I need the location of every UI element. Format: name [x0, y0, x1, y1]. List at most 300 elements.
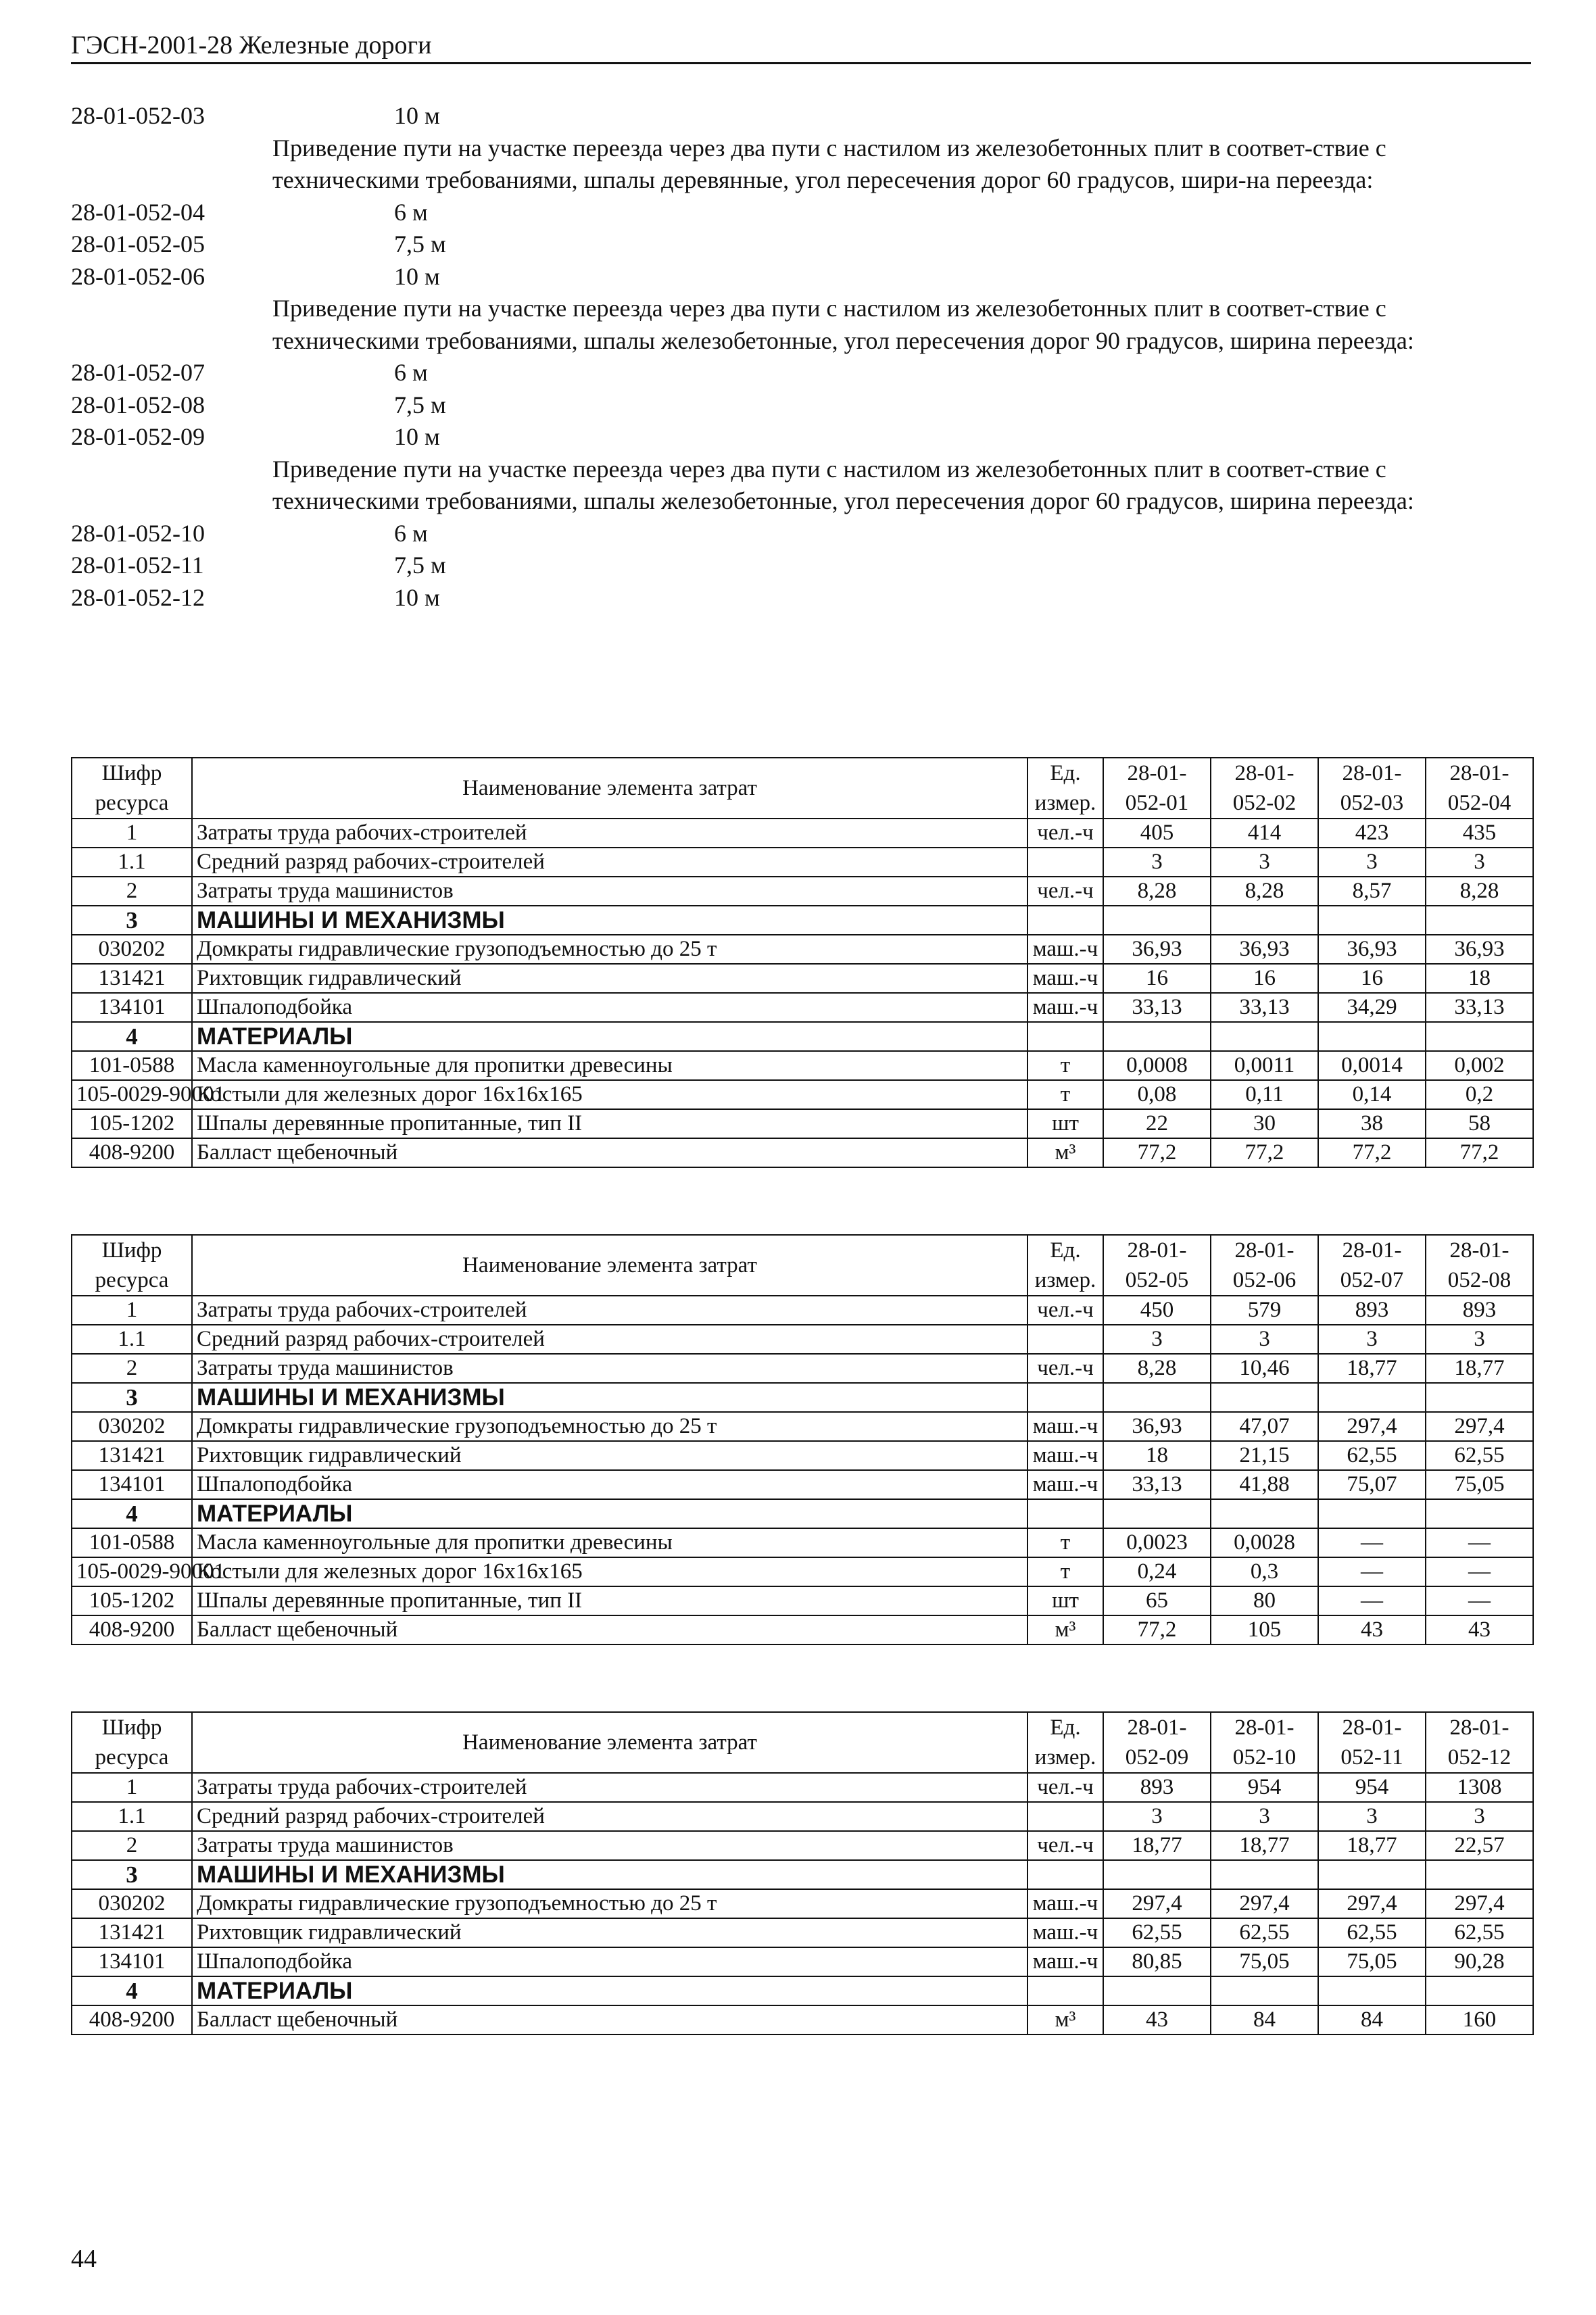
- resource-value: [1426, 1383, 1533, 1412]
- resource-value: 3: [1103, 1325, 1211, 1354]
- resource-code: 105-0029-90001: [72, 1080, 192, 1109]
- resource-value: 43: [1426, 1615, 1533, 1644]
- resource-name: Масла каменноугольные для пропитки древесины: [192, 1051, 1027, 1080]
- table-section-row: [72, 1499, 1533, 1528]
- resource-name: Затраты труда рабочих-строителей: [192, 1773, 1027, 1802]
- resource-value: 893: [1426, 1296, 1533, 1325]
- resource-value: [1318, 1022, 1426, 1051]
- entry-code: 28-01-052-12: [71, 583, 205, 611]
- resource-name: Затраты труда рабочих-строителей: [192, 1296, 1027, 1325]
- resource-value: [1211, 1976, 1318, 2005]
- resource-value: [1426, 1022, 1533, 1051]
- resource-value: [1426, 1499, 1533, 1528]
- resource-code: 105-1202: [72, 1109, 192, 1138]
- header-norm-code: 28-01-052-08: [1426, 1235, 1533, 1296]
- resource-table-2: [71, 1234, 1534, 1645]
- resource-unit: м³: [1027, 1615, 1103, 1644]
- resource-value: [1211, 1860, 1318, 1889]
- resource-unit: маш.-ч: [1027, 1889, 1103, 1918]
- resource-value: 3: [1103, 848, 1211, 877]
- table-section-row: [72, 1976, 1533, 2005]
- resource-code: 1: [72, 1296, 192, 1325]
- resource-unit: чел.-ч: [1027, 819, 1103, 848]
- resource-value: 0,11: [1211, 1080, 1318, 1109]
- table-row: [72, 1528, 1533, 1557]
- resource-unit: чел.-ч: [1027, 1831, 1103, 1860]
- resource-value: 36,93: [1103, 935, 1211, 964]
- resource-value: 0,0011: [1211, 1051, 1318, 1080]
- resource-name: МАТЕРИАЛЫ: [192, 1499, 1027, 1528]
- resource-unit: шт: [1027, 1586, 1103, 1615]
- table-section-row: [72, 1383, 1533, 1412]
- resource-value: [1211, 1499, 1318, 1528]
- table-row: [72, 1412, 1533, 1441]
- table-row: [72, 1051, 1533, 1080]
- table-row: [72, 1109, 1533, 1138]
- header-name: Наименование элемента затрат: [192, 1235, 1027, 1296]
- resource-value: 77,2: [1103, 1615, 1211, 1644]
- resource-code: 131421: [72, 1918, 192, 1947]
- resource-code: 134101: [72, 1470, 192, 1499]
- resource-value: 30: [1211, 1109, 1318, 1138]
- table-row: [72, 1615, 1533, 1644]
- resource-code: 2: [72, 1831, 192, 1860]
- resource-code: 134101: [72, 1947, 192, 1976]
- resource-value: 414: [1211, 819, 1318, 848]
- entry-row: [71, 389, 1531, 422]
- resource-name: Средний разряд рабочих-строителей: [192, 848, 1027, 877]
- resource-value: 43: [1318, 1615, 1426, 1644]
- resource-unit: чел.-ч: [1027, 1296, 1103, 1325]
- page-number: 44: [71, 2245, 97, 2273]
- resource-value: [1103, 1976, 1211, 2005]
- table-row: [72, 1557, 1533, 1586]
- resource-name: МАШИНЫ И МЕХАНИЗМЫ: [192, 1383, 1027, 1412]
- page-header: [71, 30, 1531, 64]
- resource-unit: чел.-ч: [1027, 1773, 1103, 1802]
- resource-value: [1318, 1499, 1426, 1528]
- entry-description: Приведение пути на участке переезда через два пути с настилом из железобетонных плит в соответ-ствие с техническими требованиями, шпалы железобетонные, угол пересечения дорог 60 градусов, ширина переезда:: [272, 455, 1414, 514]
- table-row: [72, 848, 1533, 877]
- resource-unit: м³: [1027, 1138, 1103, 1167]
- resource-value: 90,28: [1426, 1947, 1533, 1976]
- norm-entries-list: [71, 100, 1531, 614]
- resource-code: 2: [72, 877, 192, 906]
- resource-name: Рихтовщик гидравлический: [192, 1918, 1027, 1947]
- resource-value: [1211, 1022, 1318, 1051]
- resource-value: 84: [1318, 2005, 1426, 2034]
- resource-unit: т: [1027, 1080, 1103, 1109]
- resource-value: 297,4: [1426, 1889, 1533, 1918]
- resource-code: 101-0588: [72, 1051, 192, 1080]
- resource-name: Средний разряд рабочих-строителей: [192, 1802, 1027, 1831]
- resource-value: 34,29: [1318, 993, 1426, 1022]
- resource-value: —: [1426, 1557, 1533, 1586]
- resource-value: 18,77: [1318, 1831, 1426, 1860]
- resource-code: 131421: [72, 964, 192, 993]
- header-norm-code: 28-01-052-09: [1103, 1712, 1211, 1773]
- resource-value: [1103, 1499, 1211, 1528]
- table-row: [72, 993, 1533, 1022]
- resource-value: 0,14: [1318, 1080, 1426, 1109]
- header-unit: Ед. измер.: [1027, 1712, 1103, 1773]
- resource-unit: [1027, 1802, 1103, 1831]
- header-code: Шифр ресурса: [72, 1235, 192, 1296]
- resource-value: 22: [1103, 1109, 1211, 1138]
- resource-unit: маш.-ч: [1027, 1918, 1103, 1947]
- resource-value: 77,2: [1426, 1138, 1533, 1167]
- resource-value: [1426, 1860, 1533, 1889]
- resource-value: 77,2: [1103, 1138, 1211, 1167]
- table-row: [72, 935, 1533, 964]
- resource-unit: маш.-ч: [1027, 1441, 1103, 1470]
- table-row: [72, 877, 1533, 906]
- header-norm-code: 28-01-052-04: [1426, 758, 1533, 819]
- resource-unit: маш.-ч: [1027, 964, 1103, 993]
- table-row: [72, 1802, 1533, 1831]
- entry-row: [71, 550, 1531, 582]
- resource-value: 22,57: [1426, 1831, 1533, 1860]
- resource-unit: [1027, 1976, 1103, 2005]
- resource-value: 62,55: [1103, 1918, 1211, 1947]
- resource-unit: [1027, 848, 1103, 877]
- resource-value: 3: [1211, 1802, 1318, 1831]
- entry-width: 7,5 м: [394, 552, 446, 579]
- header-norm-code: 28-01-052-12: [1426, 1712, 1533, 1773]
- header-norm-code: 28-01-052-11: [1318, 1712, 1426, 1773]
- resource-value: 3: [1211, 848, 1318, 877]
- resource-code: 4: [72, 1499, 192, 1528]
- header-norm-code: 28-01-052-01: [1103, 758, 1211, 819]
- resource-value: 75,05: [1318, 1947, 1426, 1976]
- resource-value: 0,0028: [1211, 1528, 1318, 1557]
- header-title: ГЭСН-2001-28 Железные дороги: [71, 31, 432, 59]
- resource-unit: чел.-ч: [1027, 1354, 1103, 1383]
- resource-value: 0,24: [1103, 1557, 1211, 1586]
- resource-value: 297,4: [1318, 1889, 1426, 1918]
- header-norm-code: 28-01-052-03: [1318, 758, 1426, 819]
- resource-unit: [1027, 1499, 1103, 1528]
- resource-name: Рихтовщик гидравлический: [192, 964, 1027, 993]
- resource-code: 105-0029-90001: [72, 1557, 192, 1586]
- resource-value: 8,28: [1426, 877, 1533, 906]
- resource-value: 16: [1318, 964, 1426, 993]
- resource-value: [1426, 906, 1533, 935]
- resource-name: Средний разряд рабочих-строителей: [192, 1325, 1027, 1354]
- resource-name: Шпалоподбойка: [192, 1947, 1027, 1976]
- resource-unit: т: [1027, 1528, 1103, 1557]
- resource-value: 297,4: [1103, 1889, 1211, 1918]
- table-header-row: [72, 1235, 1533, 1296]
- resource-name: Балласт щебеночный: [192, 2005, 1027, 2034]
- entry-code: 28-01-052-06: [71, 262, 205, 290]
- resource-value: 18,77: [1426, 1354, 1533, 1383]
- entry-width: 7,5 м: [394, 230, 446, 258]
- resource-code: 3: [72, 906, 192, 935]
- resource-value: 3: [1426, 1802, 1533, 1831]
- resource-value: —: [1426, 1528, 1533, 1557]
- resource-value: 43: [1103, 2005, 1211, 2034]
- resource-value: 62,55: [1211, 1918, 1318, 1947]
- table-row: [72, 1831, 1533, 1860]
- resource-value: 75,07: [1318, 1470, 1426, 1499]
- resource-value: 8,57: [1318, 877, 1426, 906]
- header-code: Шифр ресурса: [72, 1712, 192, 1773]
- resource-value: 62,55: [1318, 1441, 1426, 1470]
- resource-value: [1211, 1383, 1318, 1412]
- resource-value: 160: [1426, 2005, 1533, 2034]
- resource-value: 954: [1318, 1773, 1426, 1802]
- entry-row: [71, 421, 1531, 454]
- resource-value: 297,4: [1426, 1412, 1533, 1441]
- resource-value: 77,2: [1318, 1138, 1426, 1167]
- table-row: [72, 1138, 1533, 1167]
- resource-code: 4: [72, 1976, 192, 2005]
- resource-name: Балласт щебеночный: [192, 1615, 1027, 1644]
- entry-width: 6 м: [394, 519, 428, 547]
- header-unit: Ед. измер.: [1027, 1235, 1103, 1296]
- entry-code: 28-01-052-03: [71, 102, 205, 129]
- resource-value: 3: [1211, 1325, 1318, 1354]
- resource-name: Домкраты гидравлические грузоподъемностью до 25 т: [192, 1412, 1027, 1441]
- resource-value: [1103, 906, 1211, 935]
- resource-value: —: [1318, 1557, 1426, 1586]
- resource-name: Домкраты гидравлические грузоподъемностью до 25 т: [192, 935, 1027, 964]
- resource-value: 0,0023: [1103, 1528, 1211, 1557]
- resource-code: 4: [72, 1022, 192, 1051]
- resource-value: 954: [1211, 1773, 1318, 1802]
- resource-value: 0,2: [1426, 1080, 1533, 1109]
- resource-value: [1211, 906, 1318, 935]
- table-header-row: [72, 758, 1533, 819]
- resource-name: МАТЕРИАЛЫ: [192, 1976, 1027, 2005]
- header-name: Наименование элемента затрат: [192, 1712, 1027, 1773]
- header-norm-code: 28-01-052-06: [1211, 1235, 1318, 1296]
- resource-value: 18,77: [1318, 1354, 1426, 1383]
- resource-code: 1: [72, 819, 192, 848]
- entry-width: 10 м: [394, 583, 440, 611]
- resource-value: 297,4: [1211, 1889, 1318, 1918]
- table-row: [72, 1889, 1533, 1918]
- resource-value: 18,77: [1103, 1831, 1211, 1860]
- entry-code: 28-01-052-04: [71, 198, 205, 226]
- resource-value: 3: [1426, 1325, 1533, 1354]
- resource-value: —: [1318, 1528, 1426, 1557]
- resource-table-1: [71, 757, 1534, 1168]
- resource-value: 0,002: [1426, 1051, 1533, 1080]
- resource-value: 84: [1211, 2005, 1318, 2034]
- resource-value: 8,28: [1211, 877, 1318, 906]
- resource-unit: маш.-ч: [1027, 1470, 1103, 1499]
- resource-name: Шпалы деревянные пропитанные, тип II: [192, 1586, 1027, 1615]
- resource-value: 36,93: [1426, 935, 1533, 964]
- resource-name: Шпалы деревянные пропитанные, тип II: [192, 1109, 1027, 1138]
- resource-unit: маш.-ч: [1027, 935, 1103, 964]
- resource-name: Масла каменноугольные для пропитки древесины: [192, 1528, 1027, 1557]
- table-row: [72, 964, 1533, 993]
- header-code: Шифр ресурса: [72, 758, 192, 819]
- resource-code: 3: [72, 1860, 192, 1889]
- entry-row: [71, 197, 1531, 229]
- table-row: [72, 1296, 1533, 1325]
- entry-code: 28-01-052-08: [71, 391, 205, 418]
- resource-value: 0,0008: [1103, 1051, 1211, 1080]
- resource-code: 408-9200: [72, 1615, 192, 1644]
- resource-value: 405: [1103, 819, 1211, 848]
- resource-unit: маш.-ч: [1027, 1947, 1103, 1976]
- resource-value: 80: [1211, 1586, 1318, 1615]
- table-section-row: [72, 1860, 1533, 1889]
- entry-row: [71, 100, 1531, 132]
- resource-code: 105-1202: [72, 1586, 192, 1615]
- resource-value: 10,46: [1211, 1354, 1318, 1383]
- entry-description: Приведение пути на участке переезда через два пути с настилом из железобетонных плит в соответ-ствие с техническими требованиями, шпалы железобетонные, угол пересечения дорог 90 градусов, ширина переезда:: [272, 295, 1414, 354]
- resource-value: 16: [1211, 964, 1318, 993]
- resource-value: —: [1318, 1586, 1426, 1615]
- resource-value: 41,88: [1211, 1470, 1318, 1499]
- table-row: [72, 1918, 1533, 1947]
- header-norm-code: 28-01-052-07: [1318, 1235, 1426, 1296]
- entry-row: [71, 261, 1531, 293]
- resource-value: 8,28: [1103, 1354, 1211, 1383]
- entry-width: 6 м: [394, 198, 428, 226]
- entry-width: 7,5 м: [394, 391, 446, 418]
- resource-value: 33,13: [1103, 1470, 1211, 1499]
- resource-unit: [1027, 1383, 1103, 1412]
- resource-name: Рихтовщик гидравлический: [192, 1441, 1027, 1470]
- entry-code: 28-01-052-05: [71, 230, 205, 258]
- resource-value: 3: [1318, 1325, 1426, 1354]
- resource-value: 3: [1318, 848, 1426, 877]
- table-row: [72, 1470, 1533, 1499]
- resource-value: 33,13: [1426, 993, 1533, 1022]
- resource-code: 030202: [72, 1412, 192, 1441]
- resource-value: [1318, 906, 1426, 935]
- resource-name: Шпалоподбойка: [192, 993, 1027, 1022]
- resource-value: 62,55: [1426, 1918, 1533, 1947]
- entry-row: [71, 357, 1531, 389]
- resource-value: 18: [1103, 1441, 1211, 1470]
- resource-code: 030202: [72, 1889, 192, 1918]
- resource-name: Домкраты гидравлические грузоподъемностью до 25 т: [192, 1889, 1027, 1918]
- table-row: [72, 1080, 1533, 1109]
- resource-value: 450: [1103, 1296, 1211, 1325]
- resource-value: 423: [1318, 819, 1426, 848]
- resource-unit: маш.-ч: [1027, 1412, 1103, 1441]
- resource-code: 408-9200: [72, 2005, 192, 2034]
- table-row: [72, 1773, 1533, 1802]
- resource-code: 1.1: [72, 1802, 192, 1831]
- resource-value: 105: [1211, 1615, 1318, 1644]
- resource-value: 62,55: [1318, 1918, 1426, 1947]
- entry-code: 28-01-052-09: [71, 423, 205, 450]
- entry-description: Приведение пути на участке переезда через два пути с настилом из железобетонных плит в соответ-ствие с техническими требованиями, шпалы деревянные, угол пересечения дорог 60 градусов, шири-на переезда:: [272, 134, 1386, 193]
- resource-value: 36,93: [1211, 935, 1318, 964]
- header-norm-code: 28-01-052-02: [1211, 758, 1318, 819]
- resource-value: 893: [1318, 1296, 1426, 1325]
- resource-value: 75,05: [1426, 1470, 1533, 1499]
- resource-value: 435: [1426, 819, 1533, 848]
- table-section-row: [72, 1022, 1533, 1051]
- resource-name: МАТЕРИАЛЫ: [192, 1022, 1027, 1051]
- resource-name: МАШИНЫ И МЕХАНИЗМЫ: [192, 1860, 1027, 1889]
- resource-value: 18,77: [1211, 1831, 1318, 1860]
- resource-value: —: [1426, 1586, 1533, 1615]
- header-norm-code: 28-01-052-05: [1103, 1235, 1211, 1296]
- resource-unit: м³: [1027, 2005, 1103, 2034]
- entry-row: [71, 518, 1531, 550]
- resource-value: 80,85: [1103, 1947, 1211, 1976]
- resource-value: 3: [1318, 1802, 1426, 1831]
- header-name: Наименование элемента затрат: [192, 758, 1027, 819]
- resource-code: 3: [72, 1383, 192, 1412]
- table-row: [72, 819, 1533, 848]
- table-header-row: [72, 1712, 1533, 1773]
- table-section-row: [72, 906, 1533, 935]
- resource-unit: чел.-ч: [1027, 877, 1103, 906]
- resource-name: Балласт щебеночный: [192, 1138, 1027, 1167]
- table-row: [72, 1354, 1533, 1383]
- resource-value: 36,93: [1103, 1412, 1211, 1441]
- resource-unit: т: [1027, 1557, 1103, 1586]
- table-row: [72, 1586, 1533, 1615]
- entry-width: 10 м: [394, 423, 440, 450]
- entry-row: [71, 582, 1531, 614]
- resource-value: 21,15: [1211, 1441, 1318, 1470]
- resource-name: Затраты труда рабочих-строителей: [192, 819, 1027, 848]
- resource-code: 408-9200: [72, 1138, 192, 1167]
- table-row: [72, 1325, 1533, 1354]
- resource-value: 77,2: [1211, 1138, 1318, 1167]
- resource-name: Затраты труда машинистов: [192, 1354, 1027, 1383]
- resource-value: [1318, 1860, 1426, 1889]
- header-norm-code: 28-01-052-10: [1211, 1712, 1318, 1773]
- table-row: [72, 1947, 1533, 1976]
- resource-code: 1: [72, 1773, 192, 1802]
- resource-value: 18: [1426, 964, 1533, 993]
- resource-value: 38: [1318, 1109, 1426, 1138]
- resource-value: 62,55: [1426, 1441, 1533, 1470]
- resource-value: [1318, 1383, 1426, 1412]
- resource-unit: т: [1027, 1051, 1103, 1080]
- resource-value: 65: [1103, 1586, 1211, 1615]
- resource-code: 134101: [72, 993, 192, 1022]
- resource-table-3: [71, 1711, 1534, 2035]
- resource-value: 0,0014: [1318, 1051, 1426, 1080]
- resource-value: 0,08: [1103, 1080, 1211, 1109]
- resource-value: 16: [1103, 964, 1211, 993]
- resource-code: 2: [72, 1354, 192, 1383]
- resource-name: Затраты труда машинистов: [192, 877, 1027, 906]
- entry-code: 28-01-052-07: [71, 359, 205, 386]
- resource-value: [1426, 1976, 1533, 2005]
- entry-width: 10 м: [394, 262, 440, 290]
- resource-name: Затраты труда машинистов: [192, 1831, 1027, 1860]
- entry-code: 28-01-052-11: [71, 552, 204, 579]
- resource-name: Костыли для железных дорог 16x16x165: [192, 1080, 1027, 1109]
- resource-value: [1103, 1860, 1211, 1889]
- resource-value: 579: [1211, 1296, 1318, 1325]
- resource-value: 47,07: [1211, 1412, 1318, 1441]
- resource-value: 33,13: [1103, 993, 1211, 1022]
- resource-value: 893: [1103, 1773, 1211, 1802]
- resource-value: [1103, 1383, 1211, 1412]
- resource-value: 8,28: [1103, 877, 1211, 906]
- resource-value: 1308: [1426, 1773, 1533, 1802]
- table-row: [72, 2005, 1533, 2034]
- resource-code: 101-0588: [72, 1528, 192, 1557]
- resource-unit: шт: [1027, 1109, 1103, 1138]
